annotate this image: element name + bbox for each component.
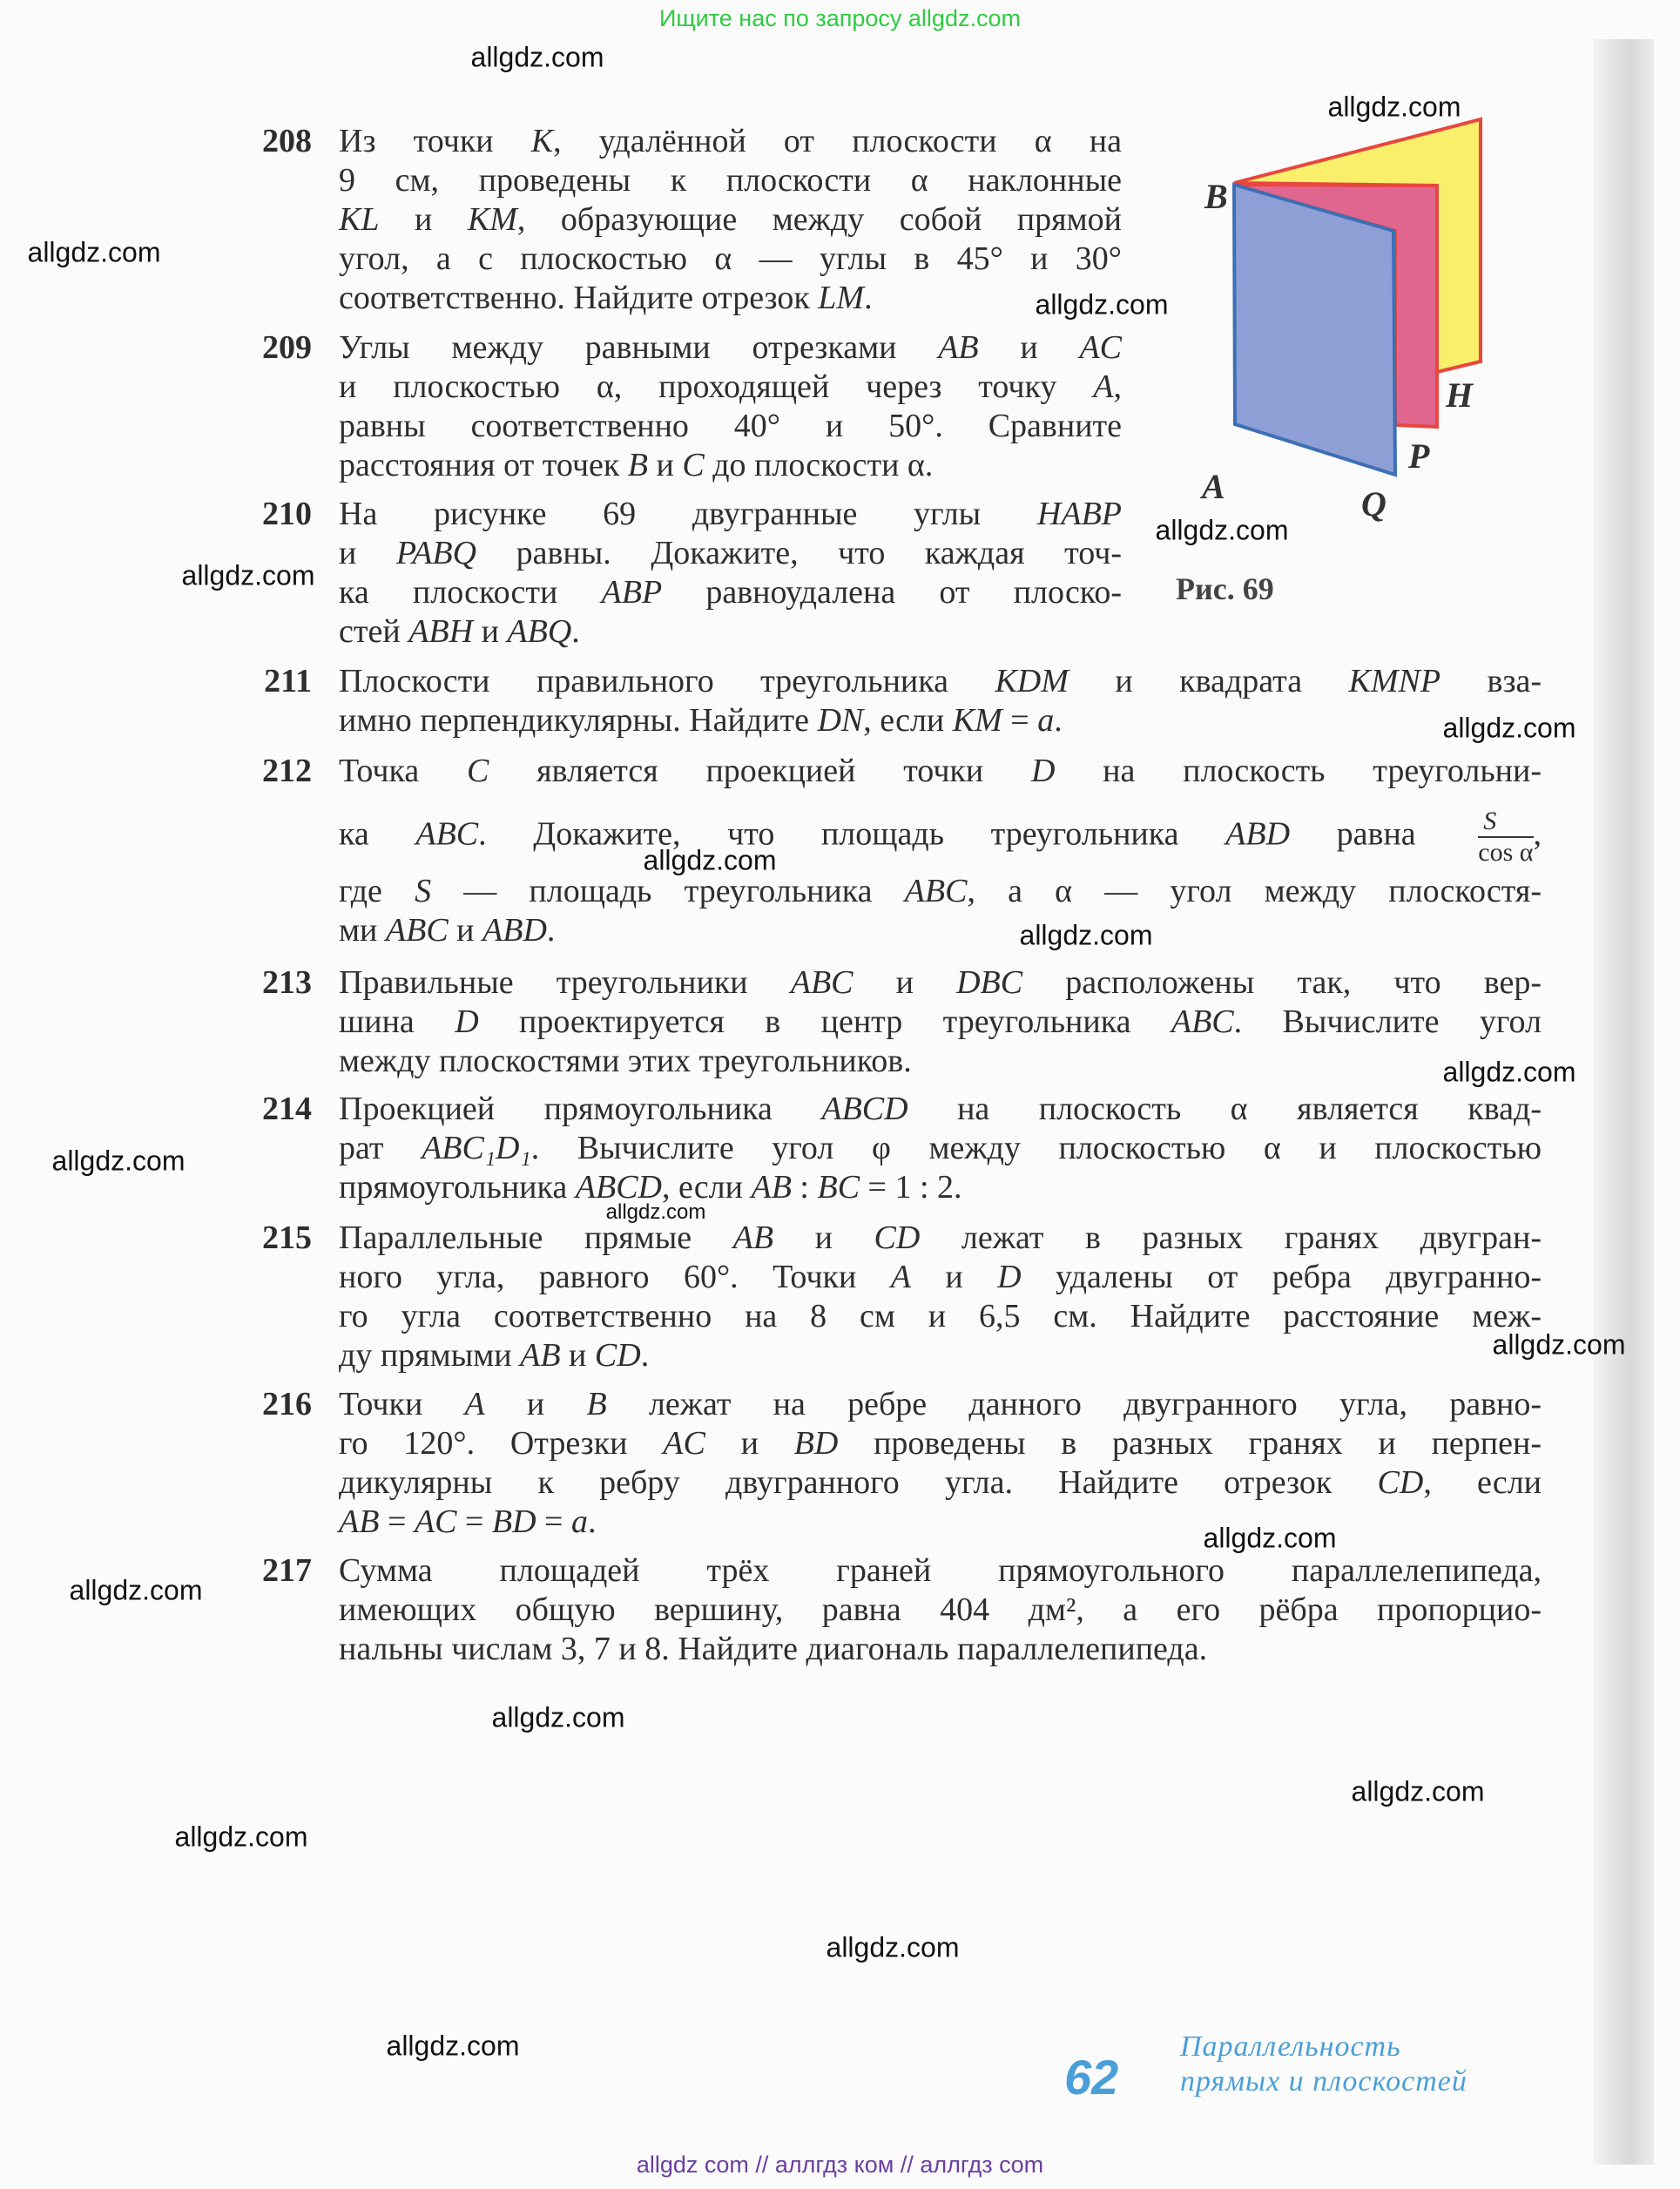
problem-number: 212: [262, 753, 312, 789]
text-line: [339, 701, 1542, 740]
text-segment: равны соответственно 40° и 50°. Сравните: [339, 408, 1122, 444]
text-segment: = 1 : 2.: [860, 1169, 962, 1206]
text-segment: является проекцией точки: [489, 753, 1031, 789]
text-segment: лежат на ребре данного двугранного угла, равно-: [606, 1386, 1542, 1422]
watermark: allgdz.com: [1442, 712, 1576, 744]
text-line: [339, 1503, 1542, 1542]
text-line: [339, 1219, 1542, 1258]
text-line: [339, 612, 1122, 652]
problem-text: [339, 1551, 1542, 1669]
math-variable: S: [415, 873, 432, 909]
math-variable: ABC: [1171, 1003, 1234, 1040]
math-variable: BD: [491, 1503, 536, 1540]
math-variable: a: [570, 1503, 588, 1540]
text-line: [339, 1424, 1542, 1463]
text-line: [339, 407, 1122, 446]
text-segment: и: [448, 912, 483, 949]
text-segment: вза-: [1440, 663, 1542, 699]
top-search-note: Ищите нас по запросу allgdz.com: [659, 5, 1021, 31]
text-line: [339, 1090, 1542, 1129]
math-variable: CD: [594, 1337, 641, 1374]
text-segment: .: [640, 1337, 650, 1374]
text-line: [339, 279, 1122, 318]
math-variable: AC: [414, 1503, 457, 1540]
figure-caption: Рис. 69: [1176, 571, 1274, 606]
text-line: [339, 122, 1122, 161]
math-variable: ABD: [482, 912, 547, 949]
section-title: [1180, 2030, 1467, 2099]
problem-text: [339, 1219, 1542, 1375]
text-segment: и: [339, 535, 396, 571]
math-variable: A: [890, 1259, 911, 1295]
section-title-line2: прямых и плоскостей: [1180, 2065, 1467, 2098]
text-line: [339, 446, 1122, 485]
text-segment: нальны числам 3, 7 и 8. Найдите диагональ параллелепипеда.: [339, 1631, 1208, 1667]
math-variable: B: [586, 1386, 607, 1422]
section-title-line1: Параллельность: [1180, 2030, 1401, 2063]
math-variable: AB: [339, 1503, 380, 1540]
watermark: allgdz.com: [826, 1931, 960, 1963]
watermark: allgdz.com: [174, 1821, 308, 1853]
text-segment: расположены так, что вер-: [1022, 964, 1542, 1001]
text-segment: .: [571, 613, 580, 650]
text-line: [339, 1336, 1542, 1375]
text-segment: .: [1054, 702, 1063, 739]
watermark: allgdz.com: [1019, 919, 1153, 951]
math-variable: D: [455, 1003, 479, 1040]
text-segment: и: [484, 1386, 587, 1422]
text-line: [339, 963, 1542, 1003]
problem-number: 213: [262, 964, 312, 1001]
math-variable: ABC: [415, 815, 479, 853]
watermark: allgdz.com: [643, 844, 777, 876]
text-segment: , образующие между собой прямой: [516, 201, 1123, 238]
text-segment: ,: [1533, 815, 1542, 853]
text-line: [339, 1042, 1542, 1081]
math-variable: AB: [732, 1219, 774, 1256]
text-line: [339, 1168, 1542, 1207]
math-variable: ABC: [904, 873, 968, 909]
problem-text: [339, 1385, 1542, 1542]
problem-number: 211: [264, 663, 312, 699]
label-a: A: [1202, 467, 1225, 506]
math-variable: D: [1030, 753, 1056, 789]
text-segment: соответственно. Найдите отрезок: [339, 280, 819, 316]
math-variable: LM: [818, 280, 865, 316]
text-segment: . Вычислите угол: [1233, 1003, 1542, 1040]
math-variable: ABC₁D₁: [422, 1130, 531, 1166]
math-variable: ABCD: [821, 1091, 908, 1127]
watermark: allgdz.com: [1155, 514, 1289, 546]
text-line: [339, 328, 1122, 368]
math-variable: KDM: [995, 663, 1069, 699]
math-variable: K: [530, 123, 554, 159]
math-variable: AC: [1079, 329, 1122, 366]
text-segment: =: [379, 1503, 415, 1540]
text-line: [339, 1551, 1542, 1591]
problem-text: [339, 328, 1122, 485]
math-variable: KM: [952, 702, 1002, 739]
math-variable: KL: [339, 201, 380, 238]
math-variable: A: [1093, 368, 1114, 405]
problem-number: 214: [262, 1091, 312, 1127]
math-variable: KM: [467, 201, 517, 238]
text-line: [339, 240, 1122, 279]
text-segment: угол, а с плоскостью α — углы в 45° и 30°: [339, 240, 1122, 277]
watermark: allgdz.com: [1327, 91, 1461, 123]
problem-text: [339, 752, 1542, 950]
watermark: allgdz.com: [27, 236, 161, 268]
text-line: [339, 534, 1122, 573]
math-variable: D: [997, 1259, 1022, 1295]
watermark: allgdz.com: [386, 2030, 520, 2062]
label-p: P: [1408, 436, 1430, 476]
text-segment: на плоскость α является квад-: [907, 1091, 1542, 1127]
text-segment: Точка: [339, 753, 467, 789]
text-segment: :: [791, 1169, 818, 1206]
problem-number: 216: [262, 1386, 312, 1422]
text-segment: и плоскостью α, проходящей через точку: [339, 368, 1094, 405]
text-segment: стей: [339, 613, 409, 650]
text-segment: На рисунке 69 двугранные углы: [339, 496, 1037, 532]
watermark: allgdz.com: [605, 1200, 706, 1224]
label-h: H: [1446, 375, 1474, 415]
math-variable: ABQ: [507, 613, 572, 650]
text-segment: .: [546, 912, 556, 949]
watermark: allgdz.com: [491, 1701, 625, 1733]
text-segment: =: [456, 1503, 492, 1540]
text-segment: , удалённой от плоскости α на: [553, 123, 1123, 159]
text-segment: го угла соответственно на 8 см и 6,5 см. Найдите расстояние меж-: [339, 1298, 1542, 1334]
text-segment: , если: [863, 702, 953, 739]
math-variable: a: [1037, 702, 1055, 739]
problem-text: [339, 963, 1542, 1081]
math-variable: CD: [1377, 1464, 1424, 1501]
text-segment: ка плоскости: [339, 574, 602, 611]
text-segment: где: [339, 873, 415, 909]
text-segment: ного угла, равного 60°. Точки: [339, 1259, 891, 1295]
text-segment: рат: [339, 1130, 422, 1166]
text-segment: и: [379, 201, 468, 238]
watermark: allgdz.com: [51, 1145, 186, 1177]
math-variable: BD: [793, 1425, 839, 1462]
text-segment: удалены от ребра двугранно-: [1021, 1259, 1542, 1295]
text-segment: и квадрата: [1068, 663, 1349, 699]
math-variable: DBC: [956, 964, 1023, 1001]
math-variable: CD: [874, 1219, 921, 1256]
text-segment: ка: [339, 815, 416, 853]
text-line: [339, 1297, 1542, 1336]
math-variable: HABP: [1036, 496, 1122, 532]
watermark: allgdz.com: [1203, 1522, 1337, 1554]
text-segment: расстояния от точек: [339, 447, 628, 483]
math-variable: C: [466, 753, 489, 789]
text-line: [339, 1003, 1542, 1042]
math-variable: ABC: [385, 912, 449, 949]
text-segment: Проекцией прямоугольника: [339, 1091, 822, 1127]
text-segment: проведены в разных гранях и перпен-: [838, 1425, 1542, 1462]
math-variable: ABP: [601, 574, 663, 611]
math-variable: KMNP: [1348, 663, 1441, 699]
text-segment: — площадь треугольника: [431, 873, 905, 909]
text-line: [339, 1630, 1542, 1669]
text-segment: , если: [1423, 1464, 1542, 1501]
math-variable: ABC: [790, 964, 853, 1001]
text-segment: и: [978, 329, 1080, 366]
text-segment: шина: [339, 1003, 455, 1040]
problem-text: [339, 122, 1122, 318]
text-segment: Плоскости правильного треугольника: [339, 663, 995, 699]
text-segment: имеющих общую вершину, равна 404 дм², а его рёбра пропорцио-: [339, 1591, 1542, 1628]
text-segment: равны. Докажите, что каждая точ-: [476, 535, 1122, 571]
math-variable: ABD: [1225, 815, 1291, 853]
text-segment: Из точки: [339, 123, 531, 159]
text-line: [339, 1258, 1542, 1297]
text-line: [339, 573, 1122, 612]
plane-q-blue: [1234, 185, 1395, 475]
text-segment: 9 см, проведены к плоскости α наклонные: [339, 162, 1122, 199]
text-segment: =: [536, 1503, 571, 1540]
watermark: allgdz.com: [1035, 288, 1169, 321]
text-segment: между плоскостями этих треугольников.: [339, 1043, 912, 1079]
text-line: [339, 200, 1122, 240]
text-segment: .: [864, 280, 873, 316]
fraction-numerator: S: [1478, 807, 1533, 838]
problem-text: [339, 662, 1542, 740]
text-segment: ду прямыми: [339, 1337, 521, 1374]
text-line: [339, 1463, 1542, 1503]
math-variable: ABCD: [575, 1169, 662, 1206]
text-segment: . Вычислите угол φ между плоскостью α и плоскостью: [530, 1130, 1542, 1166]
text-line: [339, 662, 1542, 701]
math-variable: C: [682, 447, 705, 483]
text-line: [339, 1591, 1542, 1630]
text-segment: .: [587, 1503, 597, 1540]
math-variable: AB: [938, 329, 979, 366]
watermark: allgdz.com: [470, 41, 604, 73]
text-segment: проектируется в центр треугольника: [478, 1003, 1171, 1040]
text-line: [339, 872, 1542, 911]
text-segment: =: [1002, 702, 1038, 739]
text-segment: и: [648, 447, 683, 483]
text-line: [339, 1385, 1542, 1424]
math-variable: A: [464, 1386, 485, 1422]
text-segment: имно перпендикулярны. Найдите: [339, 702, 818, 739]
text-segment: , если: [662, 1169, 752, 1206]
text-line: [339, 752, 1542, 791]
math-variable: AB: [520, 1337, 561, 1374]
text-segment: и: [473, 613, 508, 650]
math-variable: PABQ: [395, 535, 477, 571]
text-segment: го 120°. Отрезки: [339, 1425, 664, 1462]
text-segment: и: [853, 964, 957, 1001]
math-variable: BC: [817, 1169, 860, 1206]
watermark: allgdz.com: [1492, 1328, 1626, 1361]
problem-number: 210: [262, 496, 312, 532]
text-segment: и: [910, 1259, 998, 1295]
text-segment: и: [560, 1337, 595, 1374]
problem-number: 209: [262, 329, 312, 366]
problem-text: [339, 1090, 1542, 1207]
math-variable: DN: [817, 702, 864, 739]
math-variable: AB: [751, 1169, 792, 1206]
label-b: B: [1204, 177, 1228, 216]
problem-number: 208: [262, 123, 312, 159]
text-line: [339, 1129, 1542, 1168]
fraction: [1478, 807, 1533, 868]
text-segment: на плоскость треугольни-: [1055, 753, 1542, 789]
watermark: allgdz.com: [1351, 1775, 1485, 1807]
watermark: allgdz.com: [181, 559, 315, 591]
text-line: [339, 161, 1122, 200]
text-segment: и: [705, 1425, 794, 1462]
watermark: allgdz.com: [1442, 1056, 1576, 1088]
label-q: Q: [1361, 484, 1387, 524]
problem-number: 215: [262, 1219, 312, 1256]
text-segment: до плоскости α.: [704, 447, 934, 483]
text-segment: лежат в разных гранях двугран-: [920, 1219, 1542, 1256]
bottom-note: allgdz com // аллгдз ком // аллгдз com: [636, 2152, 1044, 2178]
text-segment: ,: [1113, 368, 1122, 405]
text-line: [339, 495, 1122, 534]
text-segment: Правильные треугольники: [339, 964, 791, 1001]
text-segment: . Докажите, что площадь треугольника: [478, 815, 1226, 853]
page-number: 62: [1064, 2050, 1119, 2105]
problem-text: [339, 495, 1122, 652]
text-segment: Углы между равными отрезками: [339, 329, 939, 366]
text-segment: Сумма площадей трёх граней прямоугольного параллелепипеда,: [339, 1552, 1542, 1589]
text-segment: прямоугольника: [339, 1169, 576, 1206]
text-line: [339, 368, 1122, 407]
math-variable: AC: [663, 1425, 705, 1462]
math-variable: B: [627, 447, 648, 483]
text-segment: , а α — угол между плоскостя-: [967, 873, 1542, 909]
text-segment: равноудалена от плоско-: [662, 574, 1122, 611]
problem-number: 217: [262, 1552, 312, 1589]
text-segment: ми: [339, 912, 386, 949]
fraction-denominator: cos α: [1478, 838, 1534, 867]
text-segment: Параллельные прямые: [339, 1219, 733, 1256]
text-segment: и: [773, 1219, 874, 1256]
text-segment: Точки: [339, 1386, 465, 1422]
text-segment: дикулярны к ребру двугранного угла. Найдите отрезок: [339, 1464, 1378, 1501]
watermark: allgdz.com: [69, 1574, 203, 1606]
text-segment: равна: [1290, 815, 1463, 853]
math-variable: ABH: [408, 613, 474, 650]
text-line: [339, 911, 1542, 950]
